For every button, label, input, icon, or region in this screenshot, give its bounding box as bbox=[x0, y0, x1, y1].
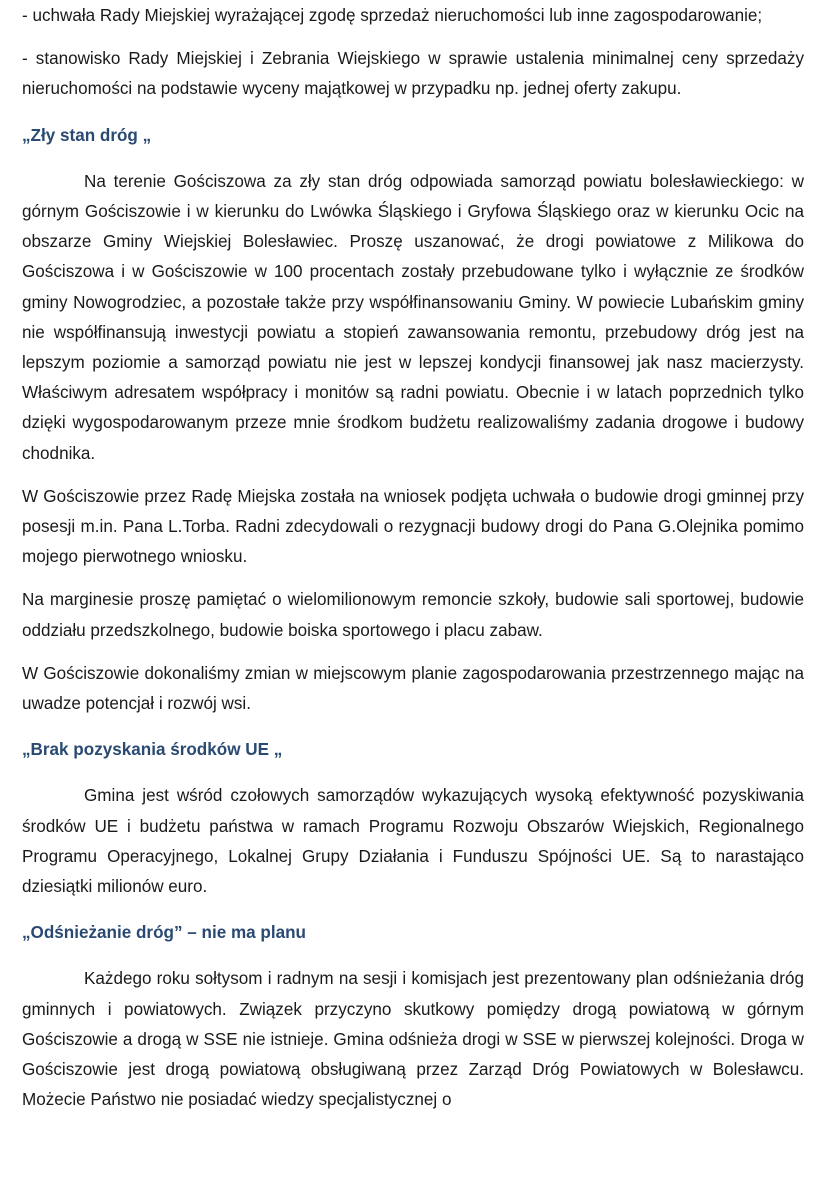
document-page bbox=[22, 0, 804, 1116]
paragraph-snow-removal: Każdego roku sołtysom i radnym na sesji i komisjach jest prezentowany plan odśnieżania dróg gminnych i powiatowych. Związek przyczyno skutkowy pomiędzy drogą powiatową w górnym Gościszowie a drogą w SSE nie istnieje. Gmina odśnieża drogi w SSE w pierwszej kolejności. Droga w Gościszowie jest drogą powiatową obsługiwaną przez Zarząd Dróg Powiatowych w Bolesławcu. Możecie Państwo nie posiadać wiedzy specjalistycznej o bbox=[22, 969, 804, 1110]
paragraph-road-resolution: W Gościszowie przez Radę Miejska została na wniosek podjęta uchwała o budowie drogi gminnej przy posesji m.in. Pana L.Torba. Radni zdecydowali o rezygnacji budowy drogi do Pana G.Olejnika pomimo mojego pierwotnego wniosku. bbox=[22, 486, 804, 567]
paragraph-eu-funds: Gmina jest wśród czołowych samorządów wykazujących wysoką efektywność pozyskiwania środków UE i budżetu państwa w ramach Programu Rozwoju Obszarów Wiejskich, Regionalnego Programu Operacyjnego, Lokalnej Grupy Działania i Funduszu Spójności UE. Są to narastająco dziesiątki milionów euro. bbox=[22, 786, 804, 897]
heading-eu-funds: „Brak pozyskania środków UE „ bbox=[22, 740, 283, 760]
heading-snow-removal: „Odśnieżanie dróg” – nie ma planu bbox=[22, 923, 306, 943]
bullet-resolution-consent: - uchwała Rady Miejskiej wyrażającej zgodę sprzedaż nieruchomości lub inne zagospodarowanie; bbox=[22, 6, 763, 25]
paragraph-school-renovation: Na marginesie proszę pamiętać o wielomilionowym remoncie szkoły, budowie sali sportowej, budowie oddziału przedszkolnego, budowie boiska sportowego i placu zabaw. bbox=[22, 590, 804, 640]
bullet-council-position: - stanowisko Rady Miejskiej i Zebrania Wiejskiego w sprawie ustalenia minimalnej ceny sprzedaży nieruchomości na podstawie wyceny majątkowej w przypadku np. jednej oferty zakupu. bbox=[22, 49, 804, 99]
paragraph-spatial-plan: W Gościszowie dokonaliśmy zmian w miejscowym planie zagospodarowania przestrzennego mając na uwadze potencjał i rozwój wsi. bbox=[22, 663, 804, 714]
paragraph-bad-roads: Na terenie Gościszowa za zły stan dróg odpowiada samorząd powiatu bolesławieckiego: w górnym Gościszowie i w kierunku do Lwówka Śląskiego i Gryfowa Śląskiego oraz w kierunku Ocic na obszarze Gminy Wiejskiej Bolesławiec. Proszę uszanować, że drogi powiatowe z Milikowa do Gościszowa i w Gościszowie w 100 procentach zostały przebudowane tylko i wyłącznie ze środków gminy Nowogrodziec, a pozostałe także przy współfinansowaniu Gminy. W powiecie Lubańskim gminy nie współfinansują inwestycji powiatu a stopień zawansowania remontu, przebudowy dróg jest na lepszym poziomie a samorząd powiatu nie jest w lepszej kondycji finansowej jak nasz macierzysty. Właściwym adresatem współpracy i monitów są radni powiatu. Obecnie i w latach poprzednich tylko dzięki wygospodarowanym przeze mnie środkom budżetu realizowaliśmy zadania drogowe i budowy chodnika. bbox=[22, 171, 804, 463]
heading-bad-roads: „Zły stan dróg „ bbox=[22, 125, 152, 145]
